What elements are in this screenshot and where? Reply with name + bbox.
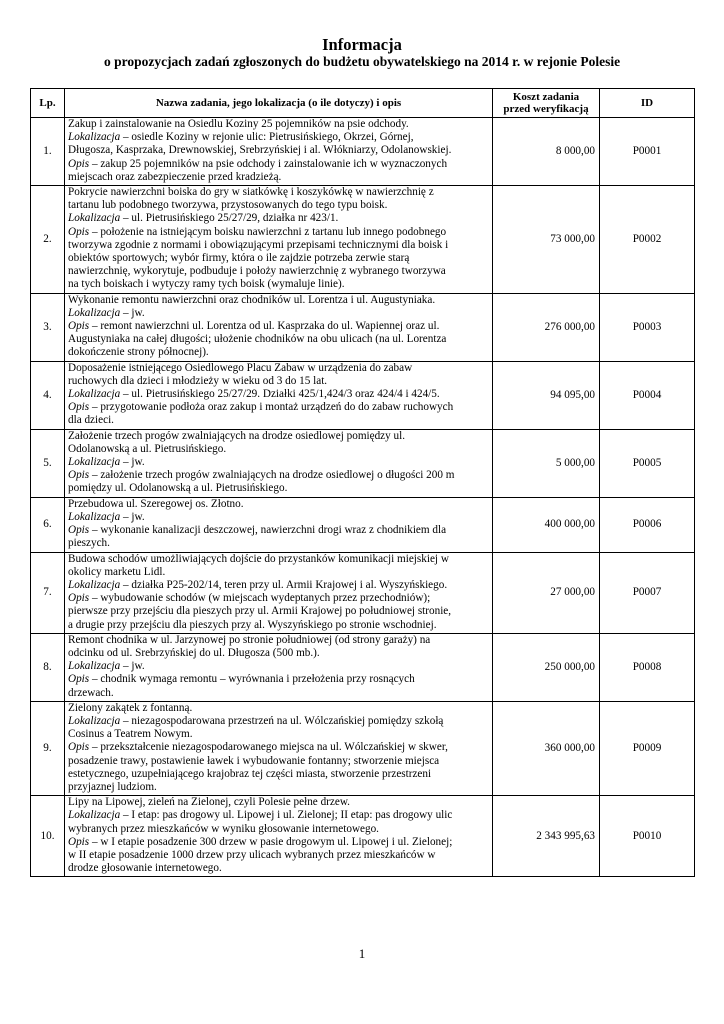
line-text: – założenie trzech progów zwalniających na drodze osiedlowej o długości 200 m <box>89 469 455 482</box>
description-line <box>68 702 489 715</box>
line-text: odcinku od ul. Srebrzyńskiej do ul. Długosza (500 mb.). <box>68 646 320 659</box>
line-text: miejscach oraz zabezpieczenie przed kradzieżą. <box>68 170 282 183</box>
line-text: Zielony zakątek z fontanną. <box>68 701 193 714</box>
table-row <box>31 796 695 877</box>
header-cost <box>493 89 600 118</box>
line-text: w II etapie posadzenie 1000 drzew przy ulicach wybranych przez mieszkańców w <box>68 848 436 861</box>
line-text: wybranych przez mieszkańców w wyniku głosowanie internetowego. <box>68 822 379 835</box>
line-text: Odolanowską a ul. Pietrusińskiego. <box>68 442 227 455</box>
line-text: – niezagospodarowana przestrzeń na ul. Wólczańskiej pomiędzy szkołą <box>120 714 444 727</box>
table-row <box>31 361 695 429</box>
description-line <box>68 456 489 469</box>
line-text: – wybudowanie schodów (w miejscach wydeptanych przez przechodniów); <box>89 592 431 605</box>
description-line <box>68 728 489 741</box>
line-text: – w I etapie posadzenie 300 drzew w pasie drogowym ul. Lipowej i ul. Zielonej; <box>89 835 453 848</box>
line-text: – przekształcenie niezagospodarowanego miejsca na ul. Wólczańskiej w skwer, <box>89 741 448 754</box>
description-line <box>68 131 489 144</box>
document-title: Informacja <box>322 35 402 54</box>
line-text: Długosza, Kasprzaka, Drewnowskiej, Srebrzyńskiej i al. Włókniarzy, Odolanowskiej. <box>68 144 452 157</box>
field-label: Lokalizacja <box>68 660 121 673</box>
description-line <box>68 144 489 157</box>
row-number: 3. <box>31 293 65 361</box>
description-line <box>68 605 489 618</box>
task-description <box>65 293 493 361</box>
task-description <box>65 186 493 294</box>
line-text: Wykonanie remontu nawierzchni oraz chodników ul. Lorentza i ul. Augustyniaka. <box>68 293 436 306</box>
line-text: – remont nawierzchni ul. Lorentza od ul. Kasprzaka do ul. Wapiennej oraz ul. <box>89 320 440 333</box>
header-lp: Lp. <box>31 89 65 118</box>
description-line <box>68 781 489 794</box>
line-text: Augustyniaka na całej długości; ułożenie chodników na obu ulicach (na ul. Lorentza <box>68 333 447 346</box>
task-description <box>65 701 493 795</box>
description-line <box>68 823 489 836</box>
field-label: Opis <box>68 225 90 238</box>
line-text: – ul. Pietrusińskiego 25/27/29. Działki 425/1,424/3 oraz 424/4 i 424/5. <box>120 388 440 401</box>
task-id: P0002 <box>600 186 695 294</box>
row-number: 2. <box>31 186 65 294</box>
field-label: Opis <box>68 835 90 848</box>
header-cost-line1: Koszt zadania <box>512 90 580 103</box>
line-text: – jw. <box>120 306 145 319</box>
description-line <box>68 346 489 359</box>
table-row <box>31 701 695 795</box>
task-cost: 5 000,00 <box>493 429 600 497</box>
description-line <box>68 278 489 291</box>
task-cost: 250 000,00 <box>493 633 600 701</box>
line-text: – wykonanie kanalizacji deszczowej, nawierzchni drogi wraz z chodnikiem dla <box>89 524 447 537</box>
task-id: P0006 <box>600 497 695 552</box>
description-line <box>68 809 489 822</box>
field-label: Lokalizacja <box>68 388 121 401</box>
line-text: – osiedle Koziny w rejonie ulic: Pietrusińskiego, Okrzei, Górnej, <box>120 131 414 144</box>
line-text: ruchowych dla dzieci i młodzieży w wieku od 3 do 15 lat. <box>68 374 328 387</box>
row-number: 10. <box>31 796 65 877</box>
line-text: – I etap: pas drogowy ul. Lipowej i ul. Zielonej; II etap: pas drogowy ulic <box>120 809 453 822</box>
description-line <box>68 171 489 184</box>
line-text: Pokrycie nawierzchni boiska do gry w siatkówkę i koszykówkę w nawierzchnię z <box>68 186 434 199</box>
description-line <box>68 687 489 700</box>
line-text: obiektów sportowych; wybór firmy, która o ile zajdzie potrzeba zerwie starą <box>68 252 410 265</box>
description-line <box>68 849 489 862</box>
description-line <box>68 158 489 171</box>
description-line <box>68 660 489 673</box>
description-line <box>68 647 489 660</box>
task-id: P0007 <box>600 552 695 633</box>
line-text: drzewach. <box>68 686 114 699</box>
row-number: 1. <box>31 118 65 186</box>
description-line <box>68 252 489 265</box>
field-label: Lokalizacja <box>68 306 121 319</box>
row-number: 5. <box>31 429 65 497</box>
task-id: P0001 <box>600 118 695 186</box>
line-text: Lipy na Lipowej, zieleń na Zielonej, czyli Polesie pełne drzew. <box>68 796 350 809</box>
line-text: – jw. <box>120 510 145 523</box>
task-id: P0009 <box>600 701 695 795</box>
line-text: Budowa schodów umożliwiających dojście do przystanków komunikacji miejskiej w <box>68 552 449 565</box>
field-label: Opis <box>68 469 90 482</box>
line-text: pomiędzy ul. Odolanowską a ul. Pietrusińskiego. <box>68 482 288 495</box>
table-row <box>31 186 695 294</box>
description-line <box>68 498 489 511</box>
description-line <box>68 226 489 239</box>
description-line <box>68 414 489 427</box>
table-row <box>31 293 695 361</box>
table-row <box>31 633 695 701</box>
field-label: Opis <box>68 157 90 170</box>
line-text: – chodnik wymaga remontu – wyrównania i przełożenia przy rosnących <box>89 673 415 686</box>
header-cost-line2: przed weryfikacją <box>503 103 589 115</box>
task-cost: 27 000,00 <box>493 552 600 633</box>
description-line <box>68 741 489 754</box>
line-text: Remont chodnika w ul. Jarzynowej po stronie południowej (od strony garaży) na <box>68 633 431 646</box>
task-cost: 400 000,00 <box>493 497 600 552</box>
description-line <box>68 836 489 849</box>
line-text: – zakup 25 pojemników na psie odchody i zainstalowanie ich w wyznaczonych <box>89 157 448 170</box>
line-text: tworzywa zgodnie z normami i obowiązującymi przepisami technicznymi dla boisk i <box>68 238 449 251</box>
description-line <box>68 401 489 414</box>
task-description <box>65 118 493 186</box>
task-cost: 94 095,00 <box>493 361 600 429</box>
field-label: Lokalizacja <box>68 714 121 727</box>
field-label: Opis <box>68 741 90 754</box>
field-label: Opis <box>68 401 90 414</box>
description-line <box>68 294 489 307</box>
description-line <box>68 375 489 388</box>
field-label: Lokalizacja <box>68 510 121 523</box>
description-line <box>68 265 489 278</box>
line-text: dla dzieci. <box>68 414 114 427</box>
task-description <box>65 552 493 633</box>
task-description <box>65 633 493 701</box>
task-cost: 2 343 995,63 <box>493 796 600 877</box>
line-text: posadzenie trawy, postawienie ławek i wybudowanie fontanny; stworzenie miejsca <box>68 754 440 767</box>
task-cost: 73 000,00 <box>493 186 600 294</box>
description-line <box>68 186 489 199</box>
line-text: – przygotowanie podłoża oraz zakup i montaż urządzeń do do zabaw ruchowych <box>89 401 454 414</box>
row-number: 9. <box>31 701 65 795</box>
description-line <box>68 307 489 320</box>
description-line <box>68 768 489 781</box>
task-cost: 276 000,00 <box>493 293 600 361</box>
task-description <box>65 796 493 877</box>
description-line <box>68 673 489 686</box>
line-text: okolicy marketu Lidl. <box>68 565 166 578</box>
table-row <box>31 552 695 633</box>
line-text: – położenie na istniejącym boisku nawierzchni z tartanu lub innego podobnego <box>89 225 447 238</box>
field-label: Opis <box>68 320 90 333</box>
task-id: P0008 <box>600 633 695 701</box>
line-text: nawierzchnię, wykorytuje, podbuduje i położy nawierzchnię z wybranego tworzywa <box>68 265 446 278</box>
page-number: 1 <box>358 946 366 961</box>
line-text: pierwsze przy przejściu dla pieszych przy ul. Armii Krajowej po południowej stronie, <box>68 605 452 618</box>
proposals-table <box>30 88 695 877</box>
line-text: – działka P25-202/14, teren przy ul. Armii Krajowej i al. Wyszyńskiego. <box>120 578 448 591</box>
line-text: – jw. <box>120 660 145 673</box>
row-number: 4. <box>31 361 65 429</box>
row-number: 6. <box>31 497 65 552</box>
description-line <box>68 553 489 566</box>
task-description <box>65 429 493 497</box>
table-row <box>31 118 695 186</box>
task-cost: 360 000,00 <box>493 701 600 795</box>
description-line <box>68 619 489 632</box>
description-line <box>68 320 489 333</box>
description-line <box>68 862 489 875</box>
task-id: P0004 <box>600 361 695 429</box>
description-line <box>68 469 489 482</box>
description-line <box>68 239 489 252</box>
line-text: przyjaznej ludziom. <box>68 780 157 793</box>
line-text: tartanu lub podobnego tworzywa, przystosowanych do tego typu boisk. <box>68 199 388 212</box>
field-label: Opis <box>68 524 90 537</box>
task-description <box>65 497 493 552</box>
field-label: Lokalizacja <box>68 456 121 469</box>
field-label: Lokalizacja <box>68 212 121 225</box>
description-line <box>68 212 489 225</box>
task-id: P0003 <box>600 293 695 361</box>
description-line <box>68 511 489 524</box>
row-number: 7. <box>31 552 65 633</box>
line-text: – ul. Pietrusińskiego 25/27/29, działka nr 423/1. <box>120 212 339 225</box>
line-text: drodze głosowanie internetowego. <box>68 862 222 875</box>
task-description <box>65 361 493 429</box>
description-line <box>68 333 489 346</box>
line-text: Doposażenie istniejącego Osiedlowego Placu Zabaw w urządzenia do zabaw <box>68 361 413 374</box>
header-name: Nazwa zadania, jego lokalizacja (o ile dotyczy) i opis <box>65 89 493 118</box>
field-label: Lokalizacja <box>68 578 121 591</box>
line-text: a drugie przy przejściu dla pieszych przy al. Wyszyńskiego po stronie wschodniej. <box>68 618 437 631</box>
line-text: pieszych. <box>68 537 110 550</box>
description-line <box>68 388 489 401</box>
table-row <box>31 497 695 552</box>
header-id: ID <box>600 89 695 118</box>
description-line <box>68 199 489 212</box>
line-text: Zakup i zainstalowanie na Osiedlu Koziny 25 pojemników na psie odchody. <box>68 118 409 130</box>
line-text: na tych boiskach i wytyczy ramy tych boisk (wymaluje linie). <box>68 278 345 291</box>
description-line <box>68 592 489 605</box>
description-line <box>68 579 489 592</box>
description-line <box>68 715 489 728</box>
description-line <box>68 796 489 809</box>
description-line <box>68 755 489 768</box>
description-line <box>68 634 489 647</box>
line-text: Założenie trzech progów zwalniających na drodze osiedlowej pomiędzy ul. <box>68 429 406 442</box>
line-text: Przebudowa ul. Szeregowej os. Złotno. <box>68 497 244 510</box>
field-label: Lokalizacja <box>68 809 121 822</box>
description-line <box>68 482 489 495</box>
task-id: P0010 <box>600 796 695 877</box>
table-body <box>31 118 695 877</box>
description-line <box>68 118 489 131</box>
line-text: estetycznego, uzupełniającego krajobraz tej części miasta, stworzenie przestrzeni <box>68 767 432 780</box>
task-id: P0005 <box>600 429 695 497</box>
description-line <box>68 524 489 537</box>
description-line <box>68 443 489 456</box>
line-text: Cosinus a Teatrem Nowym. <box>68 728 193 741</box>
description-line <box>68 566 489 579</box>
field-label: Opis <box>68 592 90 605</box>
field-label: Lokalizacja <box>68 131 121 144</box>
document-subtitle: o propozycjach zadań zgłoszonych do budżetu obywatelskiego na 2014 r. w rejonie Polesie <box>103 54 621 69</box>
table-row <box>31 429 695 497</box>
row-number: 8. <box>31 633 65 701</box>
description-line <box>68 430 489 443</box>
description-line <box>68 537 489 550</box>
description-line <box>68 362 489 375</box>
line-text: dokończenie strony północnej). <box>68 346 209 359</box>
line-text: – jw. <box>120 456 145 469</box>
table-header-row <box>31 89 695 118</box>
field-label: Opis <box>68 673 90 686</box>
task-cost: 8 000,00 <box>493 118 600 186</box>
